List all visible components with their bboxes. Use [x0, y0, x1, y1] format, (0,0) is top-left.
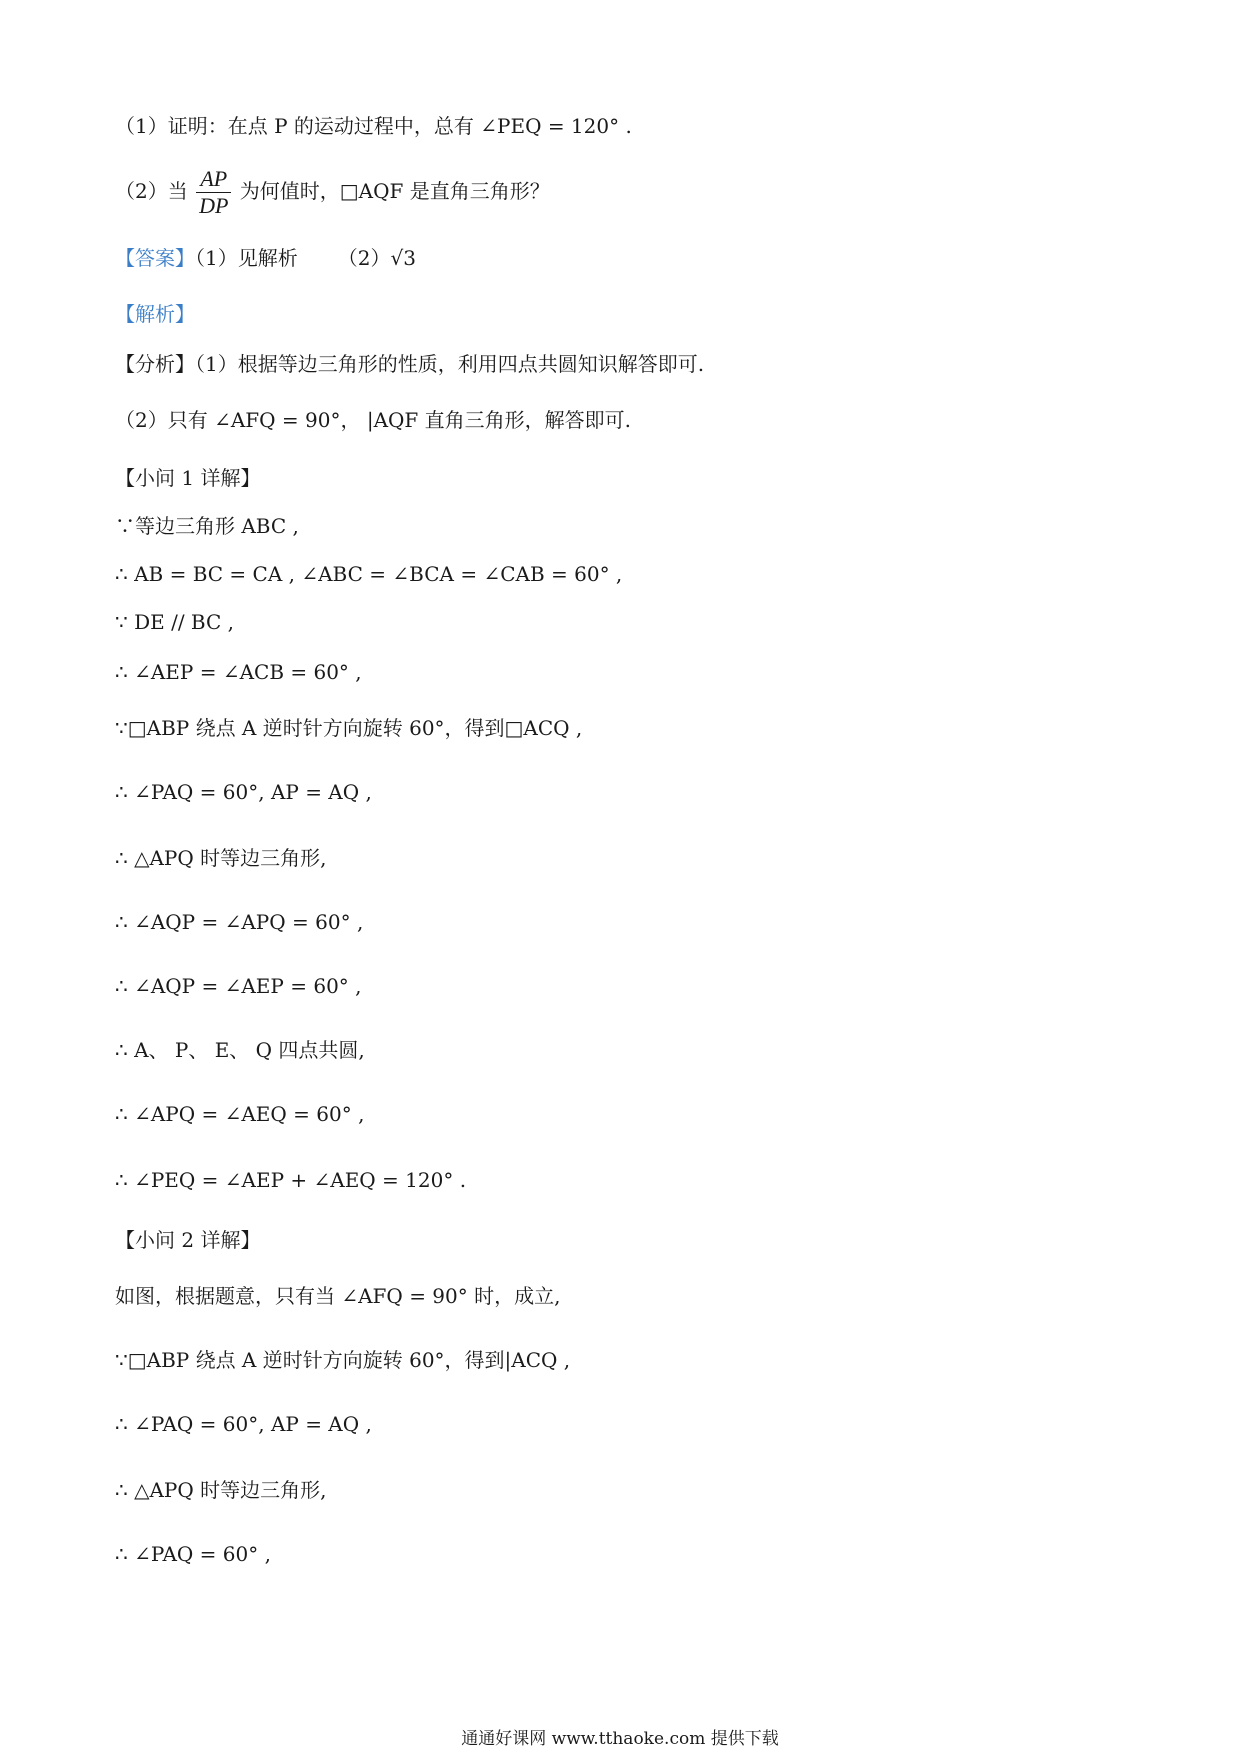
step-text: ∴ ∠PAQ = 60°, AP = AQ ,: [115, 1412, 372, 1436]
fenxi-line-2: [115, 406, 631, 434]
question-1: [115, 112, 632, 140]
question-2-suffix: 为何值时，□AQF 是直角三角形？: [239, 179, 550, 203]
sub1-step: [115, 1100, 364, 1128]
sub1-step: [115, 560, 622, 588]
fraction-ap-dp: [196, 166, 231, 219]
sub2-step: [115, 1282, 560, 1310]
step-text: ∴ AB = BC = CA , ∠ABC = ∠BCA = ∠CAB = 60° ,: [115, 562, 623, 586]
step-text: ∴ ∠PEQ = ∠AEP + ∠AEQ = 120° .: [115, 1168, 467, 1192]
question-1-text: （1）证明：在点 P 的运动过程中，总有 ∠PEQ = 120° .: [115, 114, 632, 138]
sub1-step: [115, 1036, 365, 1064]
sub1-step: [115, 844, 326, 872]
footer-text: 通通好课网 www.tthaoke.com 提供下载: [461, 1729, 779, 1749]
answer-text: （1）见解析: [195, 246, 298, 270]
step-text: ∵ DE // BC ,: [115, 610, 234, 634]
page-footer: [0, 1728, 1240, 1750]
sub1-step: [115, 1166, 466, 1194]
sub1-step: [115, 658, 362, 686]
step-text: ∵□ABP 绕点 A 逆时针方向旋转 60°，得到□ACQ ,: [115, 716, 583, 740]
sub1-step: [115, 972, 362, 1000]
answer-line: [115, 244, 416, 272]
answer-tag: 【答案】: [115, 246, 195, 270]
step-text: ∵等边三角形 ABC ,: [115, 514, 299, 538]
analysis-tag: [115, 300, 195, 328]
step-text: ∴ ∠AEP = ∠ACB = 60° ,: [115, 660, 362, 684]
step-text: ∵□ABP 绕点 A 逆时针方向旋转 60°，得到|ACQ ,: [115, 1348, 571, 1372]
sub1-title: [115, 464, 260, 492]
sub2-title: [115, 1226, 260, 1254]
sub1-step: [115, 714, 582, 742]
sub1-step: [115, 778, 372, 806]
fraction-denominator: DP: [199, 193, 229, 218]
fenxi-text: （1）根据等边三角形的性质，利用四点共圆知识解答即可.: [195, 352, 705, 376]
sub1-step: [115, 512, 299, 540]
analysis-tag-text: 【解析】: [115, 302, 195, 326]
sub1-title-text: 【小问 1 详解】: [115, 466, 261, 490]
sub2-step: [115, 1346, 570, 1374]
step-text: ∴ ∠APQ = ∠AEQ = 60° ,: [115, 1102, 365, 1126]
step-text: ∴ ∠PAQ = 60°, AP = AQ ,: [115, 780, 372, 804]
step-text: ∴ ∠PAQ = 60° ,: [115, 1542, 271, 1566]
question-2: [115, 166, 550, 219]
sub2-step: [115, 1540, 271, 1568]
step-text: ∴ ∠AQP = ∠APQ = 60° ,: [115, 910, 364, 934]
fenxi-tag: 【分析】: [115, 352, 195, 376]
step-text: ∴ △APQ 时等边三角形,: [115, 846, 327, 870]
sub2-step: [115, 1476, 326, 1504]
fenxi-line: [115, 350, 704, 378]
sub1-step: [115, 608, 234, 636]
step-text: ∴ A、 P、 E、 Q 四点共圆,: [115, 1038, 365, 1062]
step-text: ∴ ∠AQP = ∠AEP = 60° ,: [115, 974, 362, 998]
fraction-numerator: AP: [196, 166, 231, 193]
question-2-prefix: （2）当: [115, 179, 188, 203]
step-text: ∴ △APQ 时等边三角形,: [115, 1478, 327, 1502]
sub1-step: [115, 908, 363, 936]
step-text: 如图，根据题意，只有当 ∠AFQ = 90° 时，成立,: [115, 1284, 561, 1308]
fenxi-text-2: （2）只有 ∠AFQ = 90°， |AQF 直角三角形，解答即可.: [115, 408, 632, 432]
answer-part2: （2）√3: [337, 246, 416, 270]
sub2-title-text: 【小问 2 详解】: [115, 1228, 261, 1252]
sub2-step: [115, 1410, 372, 1438]
